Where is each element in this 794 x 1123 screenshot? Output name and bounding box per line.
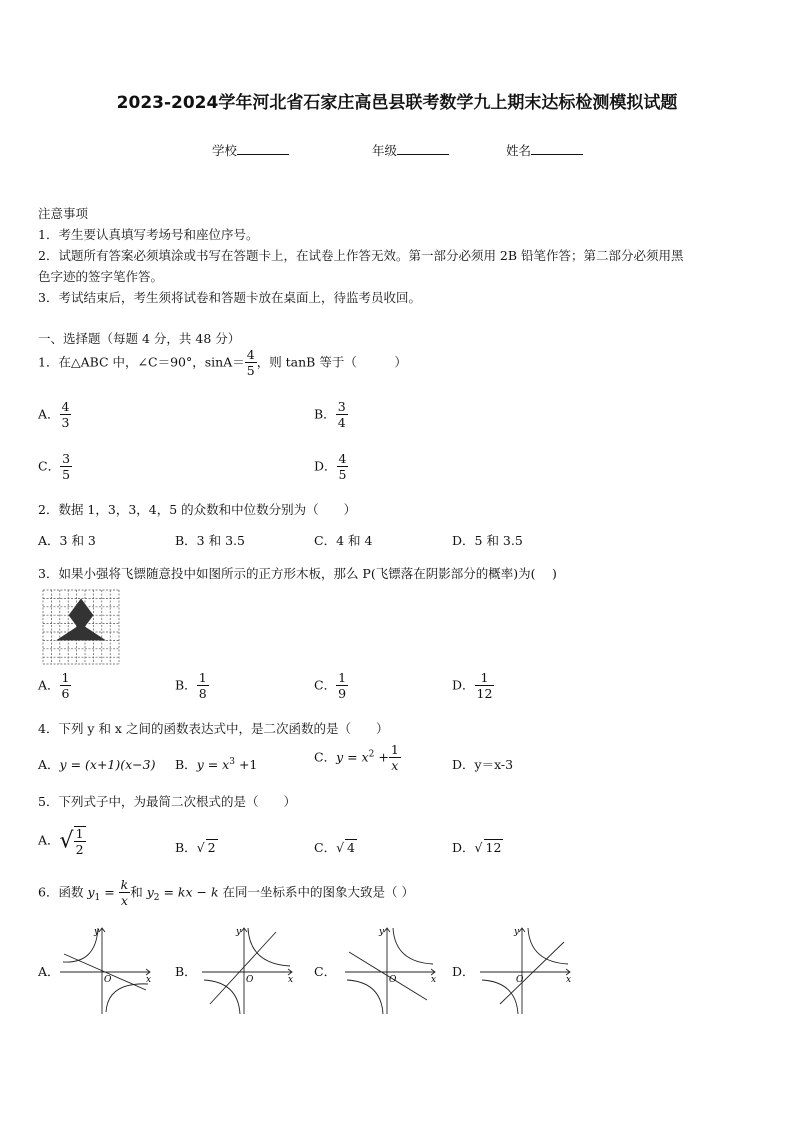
q6-pre: 6．函数 [38, 884, 88, 900]
option-label: B． [175, 677, 197, 693]
option-num: 1 [480, 670, 489, 685]
q5-option-c[interactable] [314, 838, 357, 856]
q6-sub1: 1 [94, 893, 101, 903]
origin-label: O [246, 975, 254, 985]
q6-mid: 和 [130, 884, 147, 900]
option-num: 1 [75, 826, 84, 841]
q6-expr: = kx − k [159, 884, 219, 900]
name-field[interactable] [506, 141, 583, 159]
q6-num: k [120, 877, 129, 892]
q3-option-b[interactable] [175, 672, 209, 700]
option-label: D． [452, 840, 475, 855]
section-heading: 一、选择题（每题 4 分，共 48 分） [38, 331, 241, 346]
question-4-stem: 4．下列 y 和 x 之间的函数表达式中，是二次函数的是（ ） [38, 721, 389, 736]
sqrt-sign: √ [474, 840, 483, 855]
option-den: 3 [61, 414, 70, 430]
school-blank[interactable] [237, 142, 289, 155]
option-radicand: 12 [485, 840, 502, 855]
q2-option-b[interactable]: B．3 和 3.5 [175, 533, 245, 548]
option-num: 1 [338, 670, 347, 685]
q1-den: 5 [246, 362, 255, 378]
grade-field[interactable] [372, 141, 449, 159]
option-label: D． [452, 757, 475, 772]
option-den: 9 [338, 685, 347, 701]
q5-option-a[interactable] [38, 826, 86, 856]
origin-label: O [389, 975, 397, 985]
q6-den: x [119, 892, 131, 908]
option-label: D． [314, 458, 337, 474]
q6-graph-c[interactable] [343, 924, 439, 1016]
option-label: A． [38, 406, 60, 422]
q6-option-b-label[interactable]: B． [175, 964, 197, 979]
q1-num: 4 [246, 347, 255, 362]
option-expr: y = x [196, 757, 230, 772]
q1-pre: 1．在△ABC 中，∠C＝90°，sinA＝ [38, 354, 245, 370]
q6-y2: y [146, 884, 154, 900]
q6-y1: y [87, 884, 95, 900]
q6-sub2: 2 [153, 893, 160, 903]
q6-graph-d[interactable] [478, 924, 574, 1016]
notice-heading: 注意事项 [38, 206, 89, 221]
q6-option-d-label[interactable]: D． [452, 964, 475, 979]
option-label: D． [452, 677, 475, 693]
dartboard-figure [42, 589, 120, 665]
q5-option-d[interactable] [452, 838, 503, 856]
q4-option-c[interactable] [314, 744, 401, 772]
school-label: 学校 [212, 143, 238, 158]
question-5-stem: 5．下列式子中，为最简二次根式的是（ ） [38, 794, 296, 809]
option-label: C． [314, 677, 337, 693]
option-num: 3 [62, 451, 71, 466]
option-expr-tail: +1 [234, 757, 258, 772]
school-field[interactable] [212, 141, 289, 159]
notice-item: 色字迹的签字笔作答。 [38, 269, 164, 284]
axis-x-label: x [288, 975, 294, 985]
q1-option-b[interactable] [314, 401, 348, 429]
option-den: 5 [338, 466, 347, 482]
option-expr: y = (x+1)(x−3) [59, 757, 156, 772]
q6-eq: = [100, 884, 119, 900]
origin-label: O [516, 975, 524, 985]
q3-option-c[interactable] [314, 672, 348, 700]
option-label: A． [38, 757, 60, 772]
page-title: 2023-2024学年河北省石家庄高邑县联考数学九上期末达标检测模拟试题 [116, 93, 678, 113]
q3-option-d[interactable] [452, 672, 494, 700]
option-den: 4 [337, 414, 346, 430]
name-label: 姓名 [506, 143, 532, 158]
axis-x-label: x [566, 975, 572, 985]
notice-item: 1．考生要认真填写考场号和座位序号。 [38, 227, 259, 242]
q3-option-a[interactable] [38, 672, 71, 700]
option-den: 6 [61, 685, 70, 701]
q4-option-b[interactable] [175, 755, 257, 773]
option-num: 1 [198, 670, 207, 685]
q6-graph-b[interactable] [200, 924, 296, 1016]
question-2-stem: 2．数据 1，3，3，4，5 的众数和中位数分别为（ ） [38, 502, 357, 517]
option-label: A． [38, 832, 60, 848]
option-label: C． [38, 458, 61, 474]
q6-post: 在同一坐标系中的图象大致是（ ） [218, 884, 415, 900]
question-6-stem [38, 879, 414, 907]
sqrt-sign: √ [196, 840, 205, 855]
option-num: 1 [390, 742, 399, 757]
q2-option-d[interactable]: D．5 和 3.5 [452, 533, 523, 548]
axis-y-label: y [379, 927, 385, 937]
option-expr: y = x [336, 749, 369, 765]
question-3-stem: 3．如果小强将飞镖随意投中如图所示的正方形木板，那么 P(飞镖落在阴影部分的概率)为( ) [38, 566, 557, 581]
q1-option-a[interactable] [38, 401, 71, 429]
grade-blank[interactable] [397, 142, 449, 155]
option-label: B． [314, 406, 336, 422]
axis-y-label: y [514, 927, 520, 937]
option-exponent: 3 [229, 756, 235, 767]
option-label: A． [38, 677, 60, 693]
sqrt-sign: √ [59, 828, 74, 854]
q6-option-c-label[interactable]: C． [314, 964, 337, 979]
q1-option-d[interactable] [314, 453, 348, 481]
option-num: 4 [61, 399, 70, 414]
option-den: 12 [476, 685, 493, 701]
option-label: C． [314, 749, 337, 765]
sqrt-sign: √ [336, 840, 345, 855]
option-label: B． [175, 840, 197, 855]
axis-y-label: y [236, 927, 242, 937]
origin-label: O [104, 975, 112, 985]
option-den: 5 [62, 466, 71, 482]
q1-post: ，则 tanB 等于（ ） [256, 354, 407, 370]
option-radicand: 4 [347, 840, 355, 855]
option-num: 3 [337, 399, 346, 414]
q6-option-a-label[interactable]: A． [38, 964, 60, 979]
q6-graph-a[interactable] [58, 924, 154, 1016]
notice-item: 3．考试结束后，考生须将试卷和答题卡放在桌面上，待监考员收回。 [38, 290, 421, 305]
notice-item: 2．试题所有答案必须填涂或书写在答题卡上，在试卷上作答无效。第一部分必须用 2B 铅笔作答；第二部分必须用黑 [38, 248, 684, 263]
option-plus: + [374, 749, 389, 765]
q5-option-b[interactable] [175, 838, 218, 856]
option-num: 1 [61, 670, 70, 685]
q2-option-c[interactable]: C．4 和 4 [314, 533, 373, 548]
q1-option-c[interactable] [38, 453, 72, 481]
q1-fraction [245, 349, 257, 377]
option-exponent: 2 [368, 749, 375, 760]
axis-y-label: y [94, 927, 100, 937]
option-expr: y＝x-3 [474, 757, 514, 772]
grade-label: 年级 [372, 143, 398, 158]
q4-option-d[interactable] [452, 755, 513, 773]
option-radicand: 2 [207, 840, 216, 855]
option-label: B． [175, 757, 197, 772]
name-blank[interactable] [531, 142, 583, 155]
option-den: 8 [198, 685, 207, 701]
question-1-stem [38, 349, 407, 377]
option-label: C． [314, 840, 337, 855]
axis-x-label: x [431, 975, 437, 985]
option-den: 2 [75, 841, 84, 857]
option-den: x [389, 757, 401, 773]
option-num: 4 [338, 451, 347, 466]
q2-option-a[interactable]: A．3 和 3 [38, 533, 96, 548]
axis-x-label: x [146, 975, 152, 985]
q4-option-a[interactable] [38, 755, 155, 773]
